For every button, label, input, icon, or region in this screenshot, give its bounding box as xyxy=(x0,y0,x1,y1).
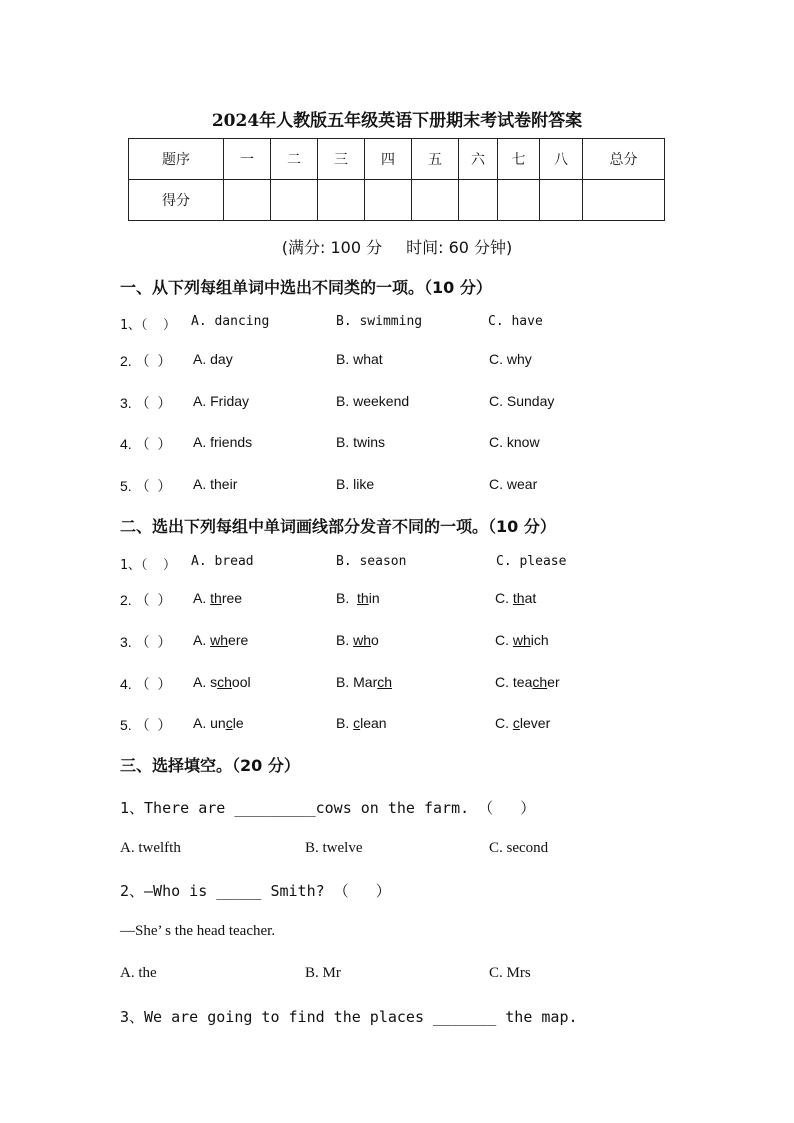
question-row xyxy=(120,393,720,415)
option-suffix: lever xyxy=(519,715,551,731)
underlined-letters: wh xyxy=(353,632,372,648)
question-number: 4. （ ） xyxy=(120,676,172,692)
underlined-letters: c xyxy=(512,715,520,731)
option-suffix: ool xyxy=(231,674,251,690)
option-b[interactable]: B. twelve xyxy=(305,840,363,856)
question-row xyxy=(120,674,720,696)
question-number: 1、（ ） xyxy=(120,558,176,573)
option-c[interactable]: C. Mrs xyxy=(489,965,531,981)
question-number: 5. （ ） xyxy=(120,478,172,494)
option-suffix: in xyxy=(368,590,380,606)
question-row xyxy=(120,476,720,498)
option-c[interactable]: C. why xyxy=(489,351,532,367)
option-c[interactable] xyxy=(495,632,549,648)
option-suffix: o xyxy=(371,632,379,648)
score-table-header-cell: 四 xyxy=(365,139,412,180)
underlined-letters: wh xyxy=(210,632,229,648)
question-number: 4. （ ） xyxy=(120,436,172,452)
option-a[interactable] xyxy=(193,715,244,731)
underlined-letters: ch xyxy=(377,674,393,690)
option-suffix: lean xyxy=(360,715,387,731)
option-b[interactable]: B. swimming xyxy=(336,314,423,329)
option-b[interactable]: B. like xyxy=(336,476,375,492)
score-cell[interactable] xyxy=(540,180,583,221)
exam-info xyxy=(0,235,794,258)
question-row xyxy=(120,351,720,373)
section1-heading: 一、从下列每组单词中选出不同类的一项。（10 分） xyxy=(120,278,492,297)
score-cell[interactable] xyxy=(412,180,459,221)
underlined-letters: c xyxy=(225,715,233,731)
option-a[interactable]: A. bread xyxy=(191,554,254,569)
score-table-header-cell: 一 xyxy=(224,139,271,180)
question-number: 1、（ ） xyxy=(120,318,176,333)
option-suffix: at xyxy=(524,590,537,606)
section3-heading: 三、选择填空。（20 分） xyxy=(120,756,300,775)
option-b[interactable]: B. weekend xyxy=(336,393,410,409)
option-a[interactable] xyxy=(193,674,251,690)
option-prefix: A. xyxy=(193,590,211,606)
option-prefix: C. xyxy=(495,590,513,606)
question-stem: 1、There are _________cows on the farm. （ ） xyxy=(120,799,536,817)
option-prefix: A. xyxy=(193,632,211,648)
option-c[interactable]: C. wear xyxy=(489,476,538,492)
score-table-score-row xyxy=(129,180,665,221)
question-stem: 3、We are going to find the places _______ the map. xyxy=(120,1008,578,1026)
question-row xyxy=(120,434,720,456)
option-suffix: ere xyxy=(228,632,249,648)
question-row xyxy=(120,632,720,654)
option-prefix: A. s xyxy=(193,674,218,690)
underlined-letters: c xyxy=(353,715,361,731)
score-table xyxy=(128,138,665,221)
question-number: 3. （ ） xyxy=(120,634,172,650)
option-prefix: C. tea xyxy=(495,674,533,690)
score-cell[interactable] xyxy=(318,180,365,221)
underlined-letters: ch xyxy=(532,674,548,690)
option-b[interactable] xyxy=(336,632,379,648)
score-table-header-cell: 六 xyxy=(459,139,498,180)
exam-title: 2024年人教版五年级英语下册期末考试卷附答案 xyxy=(211,111,583,131)
score-table-header-cell: 总分 xyxy=(583,139,665,180)
option-b[interactable]: B. season xyxy=(336,554,407,569)
option-b[interactable] xyxy=(336,715,387,731)
question-row xyxy=(120,314,720,336)
score-table-header-cell: 题序 xyxy=(129,139,224,180)
score-table-header-cell: 八 xyxy=(540,139,583,180)
question-row xyxy=(120,554,720,576)
exam-time: 时间: 60 分钟) xyxy=(406,238,513,257)
full-score: (满分: 100 分 xyxy=(281,238,383,257)
option-prefix: C. xyxy=(495,715,513,731)
option-b[interactable]: B. twins xyxy=(336,434,386,450)
option-prefix: B. xyxy=(336,590,358,606)
option-a[interactable]: A. Friday xyxy=(193,393,250,409)
option-suffix: er xyxy=(547,674,560,690)
option-prefix: B. Mar xyxy=(336,674,378,690)
option-a[interactable]: A. their xyxy=(193,476,238,492)
score-cell[interactable] xyxy=(271,180,318,221)
score-row-label: 得分 xyxy=(129,180,224,221)
option-a[interactable]: A. friends xyxy=(193,434,253,450)
option-a[interactable] xyxy=(193,632,248,648)
option-c[interactable] xyxy=(495,590,536,606)
option-a[interactable]: A. twelfth xyxy=(120,840,181,856)
option-prefix: B. xyxy=(336,632,354,648)
score-table-header-row xyxy=(129,139,665,180)
option-a[interactable]: A. day xyxy=(193,351,233,367)
option-prefix: A. un xyxy=(193,715,226,731)
underlined-letters: ch xyxy=(217,674,232,690)
option-c[interactable]: C. have xyxy=(488,314,543,329)
option-suffix: ich xyxy=(530,632,549,648)
option-b[interactable] xyxy=(336,674,392,690)
option-c[interactable]: C. please xyxy=(496,554,567,569)
option-a[interactable]: A. dancing xyxy=(191,314,270,329)
option-suffix: ree xyxy=(221,590,243,606)
option-b[interactable]: B. Mr xyxy=(305,965,341,981)
option-prefix: C. xyxy=(495,632,513,648)
score-table-header-cell: 三 xyxy=(318,139,365,180)
score-cell[interactable] xyxy=(459,180,498,221)
option-a[interactable] xyxy=(193,590,242,606)
question-number: 3. （ ） xyxy=(120,395,172,411)
question-number: 2. （ ） xyxy=(120,592,172,608)
answer-line: —She’ s the head teacher. xyxy=(120,923,276,939)
score-cell[interactable] xyxy=(224,180,271,221)
underlined-letters: th xyxy=(210,590,222,606)
option-c[interactable]: C. know xyxy=(489,434,540,450)
score-cell[interactable] xyxy=(583,180,665,221)
option-a[interactable]: A. the xyxy=(120,965,157,981)
option-prefix: B. xyxy=(336,715,354,731)
underlined-letters: th xyxy=(357,590,369,606)
question-row xyxy=(120,590,720,612)
score-cell[interactable] xyxy=(498,180,540,221)
question-row xyxy=(120,715,720,737)
option-b[interactable]: B. what xyxy=(336,351,383,367)
question-number: 5. （ ） xyxy=(120,717,172,733)
score-table-header-cell: 五 xyxy=(412,139,459,180)
option-c[interactable] xyxy=(495,674,560,690)
option-c[interactable]: C. Sunday xyxy=(489,393,555,409)
option-c[interactable] xyxy=(495,715,550,731)
underlined-letters: th xyxy=(512,590,525,606)
score-table-header-cell: 二 xyxy=(271,139,318,180)
score-cell[interactable] xyxy=(365,180,412,221)
section2-heading: 二、选出下列每组中单词画线部分发音不同的一项。（10 分） xyxy=(120,517,556,536)
option-suffix: le xyxy=(232,715,244,731)
underlined-letters: wh xyxy=(512,632,531,648)
score-table-header-cell: 七 xyxy=(498,139,540,180)
option-c[interactable]: C. second xyxy=(489,840,549,856)
question-stem: 2、—Who is _____ Smith? （ ） xyxy=(120,882,391,900)
question-number: 2. （ ） xyxy=(120,353,172,369)
option-b[interactable] xyxy=(336,590,380,606)
